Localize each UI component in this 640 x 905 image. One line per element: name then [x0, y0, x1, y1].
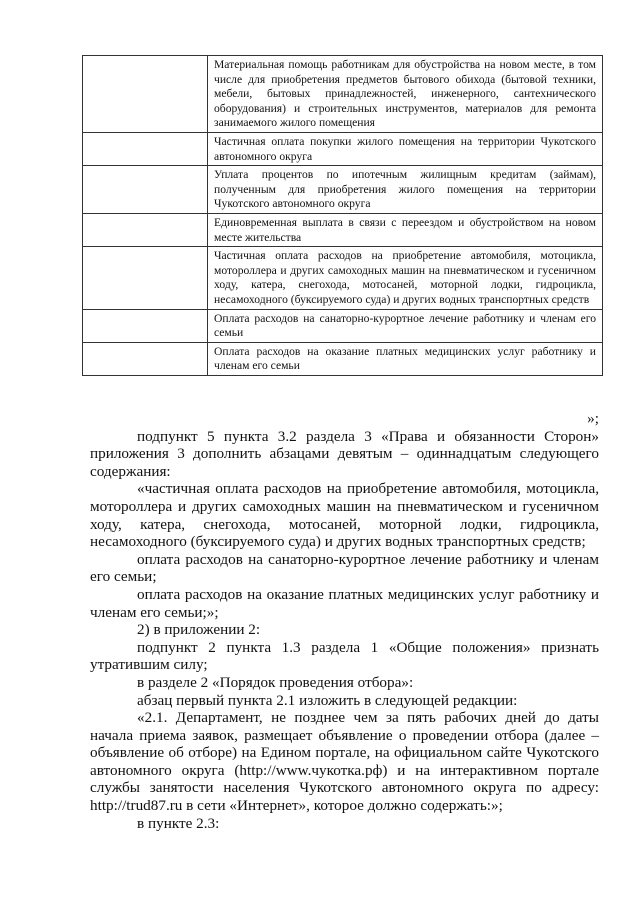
table-row: [83, 132, 603, 165]
paragraph: «частичная оплата расходов на приобретение автомобиля, мотоцикла, мотороллера и других самоходных машин на пневматическом и гусеничном ходу, катера, снегохода, мотосаней, моторной лодки, гидроцикла, несамоходного (буксируемого суда) и других водных транспортных средств;: [90, 480, 599, 551]
table-cell-empty: [83, 56, 208, 133]
paragraph: «2.1. Департамент, не позднее чем за пять рабочих дней до даты начала приема заявок, размещает объявление о проведении отбора (далее – объявление об отборе) на Едином портале, на официальном сайте Чукотского автономного округа (http://www.чукотка.рф) и на интерактивном портале службы занятости населения Чукотского автономного округа по адресу: http://trud87.ru в сети «Интернет», которое должно содержать:»;: [90, 709, 599, 815]
paragraph: оплата расходов на санаторно-курортное лечение работнику и членам его семьи;: [90, 550, 599, 586]
quote-closing-mark: »;: [587, 410, 599, 427]
table-cell-text: Материальная помощь работникам для обустройства на новом месте, в том числе для приобретения предметов бытового обихода (бытовой техники, мебели, бытовых принадлежностей, инженерного, сантехнического оборудования) и строительных инструментов, материалов для ремонта занимаемого жилого помещения: [208, 56, 603, 133]
table-row: [83, 309, 603, 342]
paragraph: 2) в приложении 2:: [137, 621, 261, 639]
table-cell-text: Единовременная выплата в связи с переездом и обустройством на новом месте жительства: [208, 213, 603, 246]
table-row: [83, 213, 603, 246]
paragraph: подпункт 2 пункта 1.3 раздела 1 «Общие положения» признать утратившим силу;: [90, 638, 599, 674]
paragraph: в пункте 2.3:: [137, 814, 220, 832]
table-cell-text: Оплата расходов на оказание платных медицинских услуг работнику и членам его семьи: [208, 342, 603, 375]
table-cell-text: Частичная оплата расходов на приобретение автомобиля, мотоцикла, мотороллера и других самоходных машин на пневматическом и гусеничном ходу, катера, снегохода, мотосаней, моторной лодки, гидроцикла, несамоходного (буксируемого суда) и других водных транспортных средств: [208, 247, 603, 309]
table-cell-empty: [83, 213, 208, 246]
table-cell-empty: [83, 247, 208, 309]
benefits-table: [82, 55, 603, 376]
paragraph: абзац первый пункта 2.1 изложить в следующей редакции:: [137, 691, 518, 709]
table-row: [83, 342, 603, 375]
table-cell-text: Оплата расходов на санаторно-курортное лечение работнику и членам его семьи: [208, 309, 603, 342]
paragraph: в разделе 2 «Порядок проведения отбора»:: [137, 673, 414, 691]
body-text: [90, 410, 599, 832]
table-cell-text: Частичная оплата покупки жилого помещения на территории Чукотского автономного округа: [208, 132, 603, 165]
table-cell-text: Уплата процентов по ипотечным жилищным кредитам (займам), полученным для приобретения жилого помещения на территории Чукотского автономного округа: [208, 166, 603, 214]
table-row: [83, 247, 603, 309]
table-row: [83, 166, 603, 214]
paragraph: оплата расходов на оказание платных медицинских услуг работнику и членам его семьи;»;: [90, 585, 599, 621]
table-row: [83, 56, 603, 133]
table-cell-empty: [83, 132, 208, 165]
table-cell-empty: [83, 166, 208, 214]
paragraph: подпункт 5 пункта 3.2 раздела 3 «Права и обязанности Сторон» приложения 3 дополнить абзацами девятым – одиннадцатым следующего содержания:: [90, 427, 599, 480]
table-cell-empty: [83, 309, 208, 342]
table-cell-empty: [83, 342, 208, 375]
